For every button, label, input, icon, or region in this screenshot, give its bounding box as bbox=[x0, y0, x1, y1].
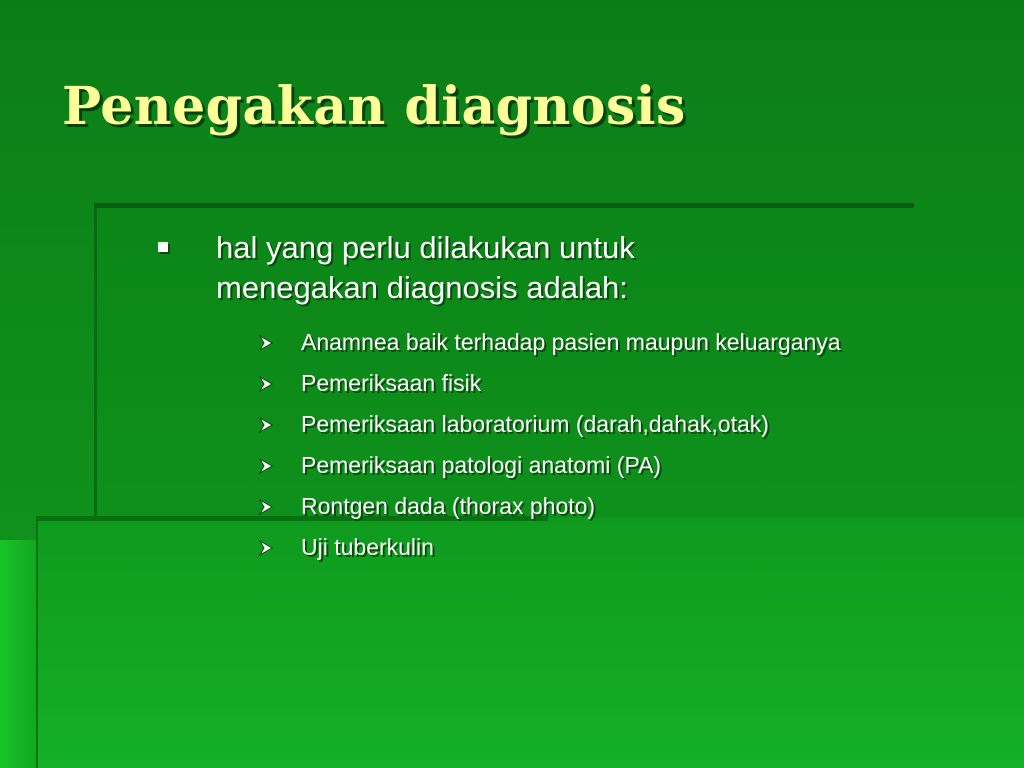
main-bullet-text: hal yang perlu dilakukan untuk menegakan diagnosis adalah: bbox=[216, 230, 635, 305]
list-item-text: Rontgen dada (thorax photo) bbox=[301, 493, 596, 519]
square-bullet-icon bbox=[158, 242, 168, 252]
main-bullet bbox=[158, 228, 776, 308]
list-item bbox=[258, 445, 841, 486]
arrow-bullet-icon bbox=[258, 334, 276, 352]
list-item bbox=[258, 404, 841, 445]
list-item bbox=[258, 363, 841, 404]
list-item bbox=[258, 322, 841, 363]
list-item bbox=[258, 527, 841, 568]
sub-bullet-list bbox=[258, 322, 841, 568]
background-panel-left bbox=[0, 540, 36, 768]
arrow-bullet-icon bbox=[258, 498, 276, 516]
arrow-bullet-icon bbox=[258, 457, 276, 475]
list-item-text: Uji tuberkulin bbox=[301, 534, 434, 560]
list-item bbox=[258, 486, 841, 527]
arrow-bullet-icon bbox=[258, 375, 276, 393]
list-item-text: Pemeriksaan patologi anatomi (PA) bbox=[301, 452, 662, 478]
slide-title: Penegakan diagnosis bbox=[62, 76, 686, 137]
list-item-text: Pemeriksaan laboratorium (darah,dahak,otak) bbox=[301, 411, 769, 437]
arrow-bullet-icon bbox=[258, 539, 276, 557]
decorative-rule-top bbox=[94, 203, 914, 208]
list-item-text: Anamnea baik terhadap pasien maupun keluarganya bbox=[301, 329, 841, 355]
list-item-text: Pemeriksaan fisik bbox=[301, 370, 482, 396]
arrow-bullet-icon bbox=[258, 416, 276, 434]
